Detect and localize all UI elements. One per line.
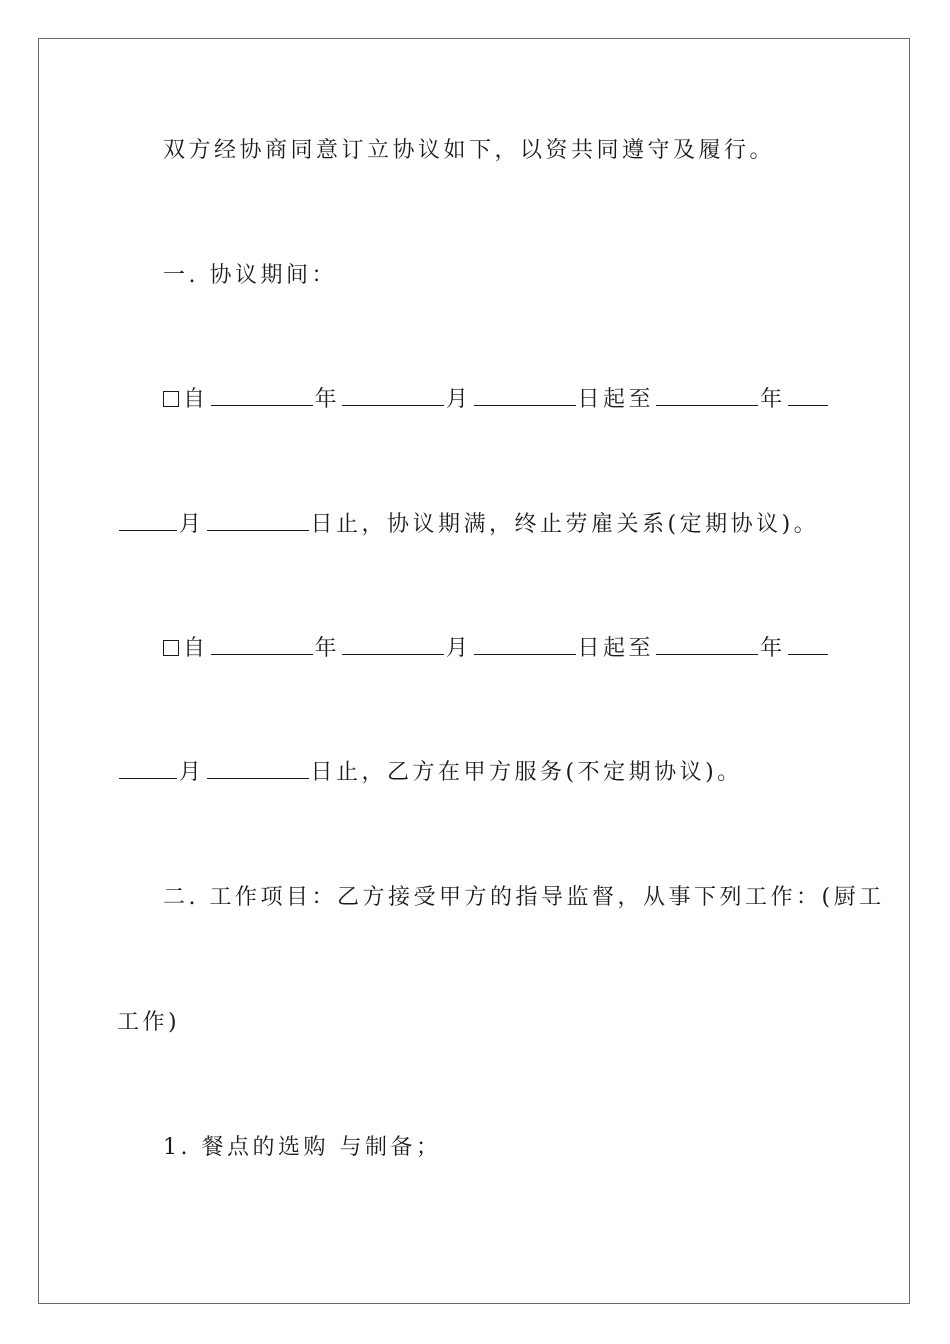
option2-end-year-blank[interactable]	[656, 634, 758, 655]
section2-line1: 二. 工作项目：乙方接受甲方的指导监督，从事下列工作：(厨工	[163, 885, 885, 910]
option1-end-year-blank[interactable]	[656, 385, 758, 406]
intro-paragraph: 双方经协商同意订立协议如下，以资共同遵守及履行。	[163, 138, 776, 163]
option2-start-year-blank[interactable]	[211, 634, 313, 655]
option2-text-from: 自	[183, 636, 209, 661]
option2-text-year: 年	[314, 636, 341, 661]
section1-heading: 一. 协议期间：	[163, 263, 337, 288]
option2-end-month-blank-start[interactable]	[788, 634, 828, 655]
option2-text-month: 月	[446, 636, 472, 661]
option1-start-day-blank[interactable]	[474, 385, 576, 406]
option2-text-until: 日起至	[577, 636, 655, 661]
option1-text-end: 日止，协议期满，终止劳雇关系(定期协议)。	[310, 512, 820, 537]
option1-text-month2: 月	[179, 512, 205, 537]
checkbox-fixed-term[interactable]	[163, 391, 179, 407]
option2-text-year2: 年	[760, 636, 786, 661]
option2-end-month-blank-cont[interactable]	[119, 758, 177, 779]
option1-text-year: 年	[314, 387, 341, 412]
option2-end-day-blank[interactable]	[207, 758, 309, 779]
option1-start-month-blank[interactable]	[342, 385, 444, 406]
option1-text-until: 日起至	[577, 387, 655, 412]
option2-line1	[163, 634, 883, 664]
option2-text-end: 日止，乙方在甲方服务(不定期协议)。	[310, 760, 743, 785]
section2-line2: 工作)	[117, 1010, 181, 1035]
option1-line2	[117, 510, 837, 540]
option1-text-year2: 年	[760, 387, 786, 412]
option1-text-month: 月	[446, 387, 472, 412]
option1-text-from: 自	[183, 387, 209, 412]
option1-end-day-blank[interactable]	[207, 510, 309, 531]
option2-line2	[117, 758, 837, 788]
option1-line1	[163, 385, 883, 415]
option1-end-month-blank-cont[interactable]	[119, 510, 177, 531]
option2-start-day-blank[interactable]	[474, 634, 576, 655]
option2-text-month2: 月	[179, 760, 205, 785]
option2-start-month-blank[interactable]	[342, 634, 444, 655]
option1-start-year-blank[interactable]	[211, 385, 313, 406]
option1-end-month-blank-start[interactable]	[788, 385, 828, 406]
item1-line: 1. 餐点的选购 与制备；	[163, 1135, 442, 1160]
page-frame	[38, 38, 910, 1304]
checkbox-indefinite[interactable]	[163, 640, 179, 656]
